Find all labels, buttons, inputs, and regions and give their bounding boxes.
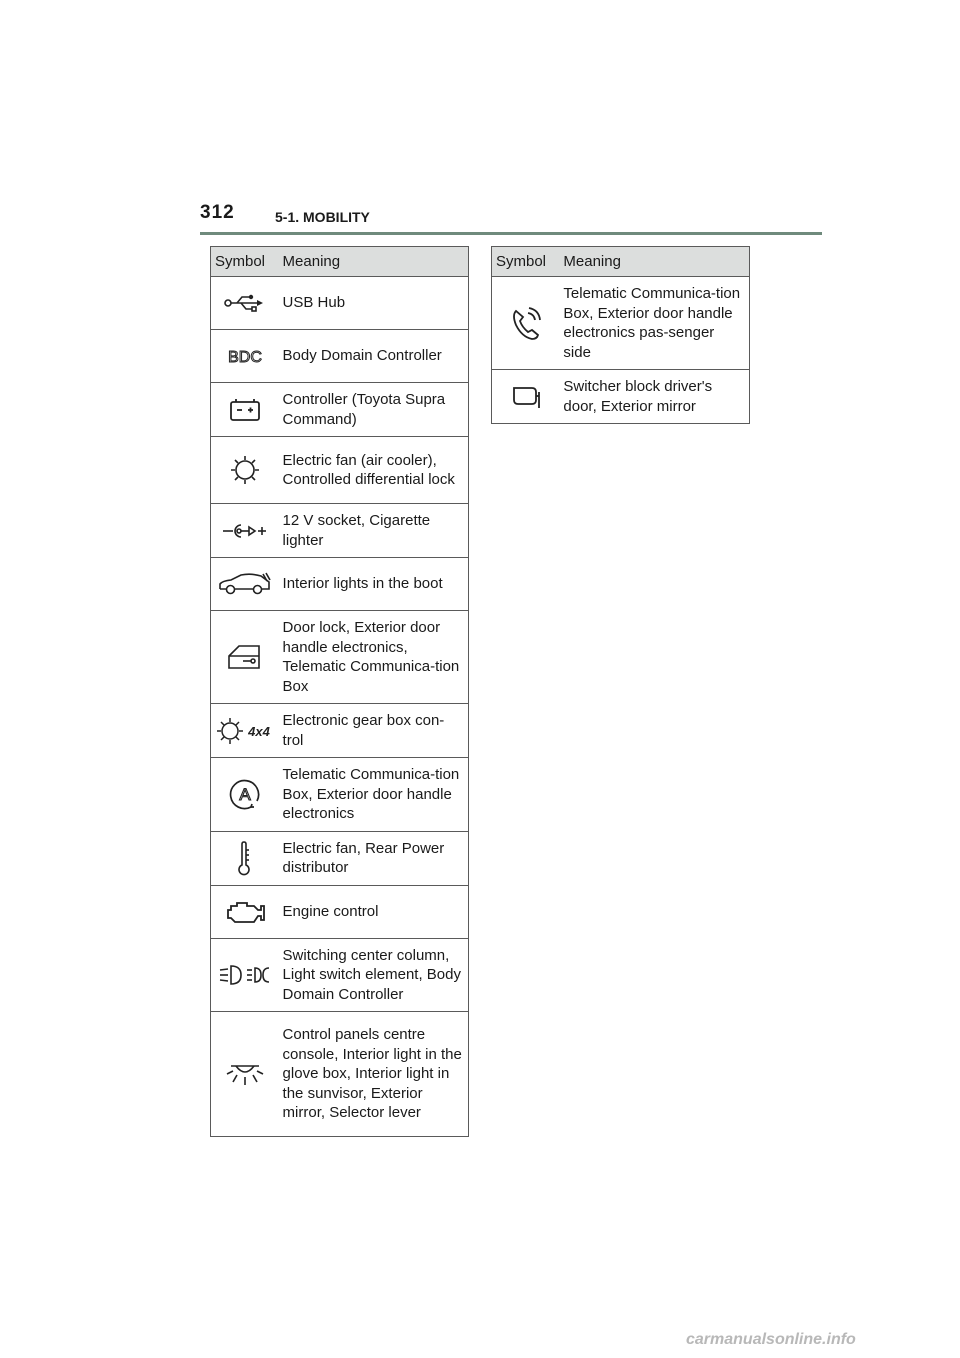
table-row [211, 437, 469, 504]
row-meaning: 12 V socket, Cigarette lighter [279, 504, 469, 558]
battery-controller-icon [211, 383, 279, 437]
table-row [492, 277, 750, 370]
svg-text:A: A [239, 785, 251, 805]
table-row [211, 704, 469, 758]
row-meaning: Switcher block driver's door, Exterior mirror [559, 370, 749, 424]
table-row [211, 831, 469, 885]
row-meaning: Door lock, Exterior door handle electronics, Telematic Communica-tion Box [279, 611, 469, 704]
row-meaning: Telematic Communica-tion Box, Exterior door handle electronics [279, 758, 469, 832]
column-header-meaning: Meaning [279, 247, 469, 277]
table-header-row [211, 247, 469, 277]
row-meaning: Interior lights in the boot [279, 558, 469, 611]
table-row [211, 938, 469, 1012]
socket-icon [211, 504, 279, 558]
table-row [211, 758, 469, 832]
gear-sun-icon [211, 437, 279, 504]
row-meaning: Telematic Communica-tion Box, Exterior door handle electronics pas-senger side [559, 277, 749, 370]
table-row [211, 1012, 469, 1137]
column-header-meaning: Meaning [559, 247, 749, 277]
table-row [492, 370, 750, 424]
door-icon [211, 611, 279, 704]
symbol-table-left [210, 246, 469, 1137]
svg-text:BDC: BDC [227, 349, 262, 366]
row-meaning: Body Domain Controller [279, 330, 469, 383]
table-header-row [492, 247, 750, 277]
column-header-symbol: Symbol [211, 247, 279, 277]
table-row [211, 504, 469, 558]
table-row [211, 885, 469, 938]
car-icon [211, 558, 279, 611]
table-row [211, 558, 469, 611]
header-rule [200, 232, 822, 235]
lights-icon [211, 938, 279, 1012]
interior-light-icon [211, 1012, 279, 1137]
symbol-table-right [491, 246, 750, 424]
page-number: 312 [200, 202, 235, 223]
phone-icon [492, 277, 560, 370]
auto-stop-icon [211, 758, 279, 832]
gear-4x4-icon [211, 704, 279, 758]
engine-icon [211, 885, 279, 938]
column-header-symbol: Symbol [492, 247, 560, 277]
row-meaning: Switching center column, Light switch element, Body Domain Controller [279, 938, 469, 1012]
row-meaning: Controller (Toyota Supra Command) [279, 383, 469, 437]
table-row [211, 383, 469, 437]
row-meaning: Electric fan (air cooler), Controlled differential lock [279, 437, 469, 504]
table-row [211, 611, 469, 704]
bdc-icon [211, 330, 279, 383]
mirror-icon [492, 370, 560, 424]
table-row [211, 277, 469, 330]
table-row [211, 330, 469, 383]
watermark: carmanualsonline.info [686, 1331, 856, 1348]
svg-text:4x4: 4x4 [247, 723, 270, 739]
row-meaning: Electric fan, Rear Power distributor [279, 831, 469, 885]
thermometer-icon [211, 831, 279, 885]
row-meaning: USB Hub [279, 277, 469, 330]
section-title: 5-1. MOBILITY [275, 209, 370, 225]
usb-hub-icon [211, 277, 279, 330]
row-meaning: Engine control [279, 885, 469, 938]
row-meaning: Control panels centre console, Interior light in the glove box, Interior light in the sunvisor, Exterior mirror, Selector lever [279, 1012, 469, 1137]
row-meaning: Electronic gear box con-trol [279, 704, 469, 758]
